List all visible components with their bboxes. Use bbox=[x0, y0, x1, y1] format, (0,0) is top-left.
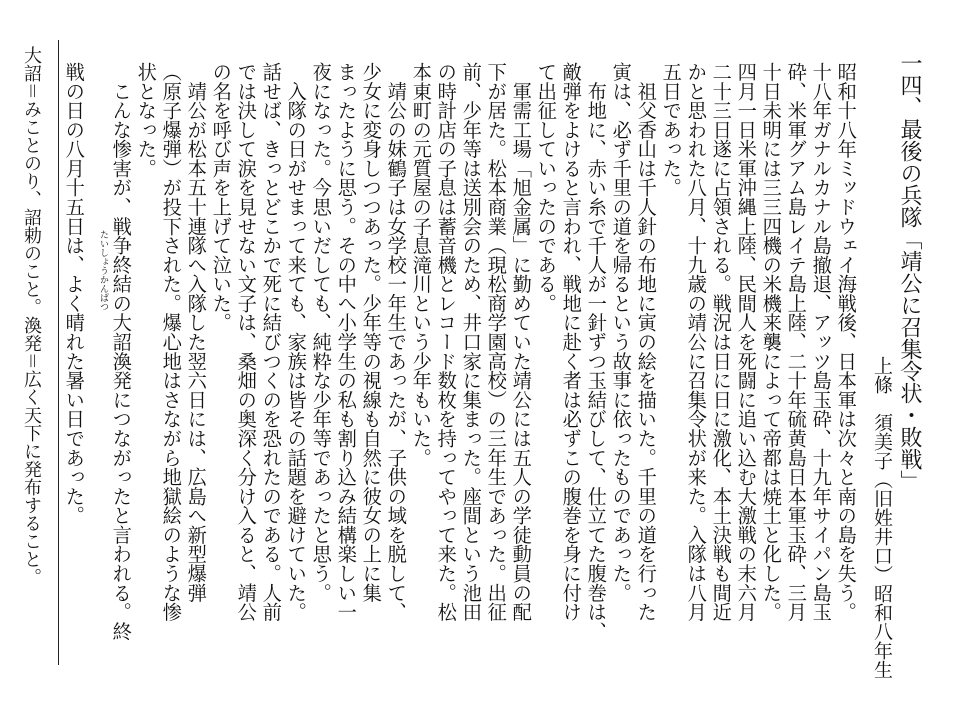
body-line: 布地に、赤い糸で千人が一針ずつ玉結びして、仕立てた腹巻は、 bbox=[584, 62, 608, 641]
document-title: 一四、最後の兵隊「靖公に召集令状・敗戦」 bbox=[897, 52, 922, 492]
author-line: 上條 須美子（旧姓井口）昭和八年生 bbox=[871, 356, 893, 679]
body-line: 砕、米軍グアム島レイテ島上陸、二十年硫黄島日本軍玉砕、三月 bbox=[784, 62, 808, 622]
body-line: て出征していったのである。 bbox=[534, 62, 558, 313]
body-line: 昭和十八年ミッドウェイ海戦後、日本軍は次々と南の島を失う。 bbox=[834, 62, 858, 622]
body-line: 戦の日の八月十五日は、よく晴れた暑い日であった。 bbox=[62, 62, 86, 525]
body-line: 前、少年等は送別会のため、井口家に集まった。座間という池田 bbox=[459, 62, 483, 622]
body-line: 寅は、必ず千里の道を帰るという故事に依ったものであった。 bbox=[609, 62, 633, 603]
body-line: 十八年ガナルカナル島撤退、アッツ島玉砕、十九年サイパン島玉 bbox=[809, 62, 833, 622]
body-line: こんな惨害が、戦争終結の大詔渙発につながったと言われる。終 bbox=[109, 62, 133, 641]
body-line: 下が居た。松本商業（現松商学園高校）の三年生であった。出征 bbox=[484, 62, 508, 622]
body-line: 靖公の妹鶴子は女学校一年生であったが、子供の域を脱して、 bbox=[384, 62, 408, 622]
body-line: （原子爆弾）が投下された。爆心地はさながら地獄絵のような惨 bbox=[159, 62, 183, 622]
body-line: 入隊の日がせまって来ても、家族は皆その話題を避けていた。 bbox=[284, 62, 308, 622]
body-line: 五日であった。 bbox=[659, 62, 683, 198]
ruby-annotation: たいしょうかんぱつ bbox=[98, 230, 108, 311]
body-line: 十日未明には三三四機の米機来襲によって帝都は焼土と化した。 bbox=[759, 62, 783, 622]
body-line: かと思われた八月、十九歳の靖公に召集令状が来た。入隊は八月 bbox=[684, 62, 708, 622]
body-line: 話せば、きっとどこかで死に結びつくのを恐れたのである。人前 bbox=[259, 62, 283, 622]
body-line: 少女に変身しつつあった。少年等の視線も自然に彼女の上に集 bbox=[359, 62, 383, 603]
body-line: 祖父香山は千人針の布地に寅の絵を描いた。千里の道を行った bbox=[634, 62, 658, 622]
divider-rule bbox=[58, 40, 59, 665]
body-line: 本東町の元質屋の子息滝川という少年もいた。 bbox=[409, 62, 433, 468]
body-line: 靖公が松本五十連隊へ入隊した翌六日には、広島へ新型爆弾 bbox=[184, 62, 208, 603]
body-line: の名を呼び声を上げて泣いた。 bbox=[209, 62, 233, 333]
body-line: の時計店の子息は蓄音機とレコード数枚を持ってやって来た。松 bbox=[434, 62, 458, 622]
body-line: 夜になった。今思いだしても、純粋な少年等であったと思う。 bbox=[309, 62, 333, 603]
body-line: 軍需工場「旭金属」に勤めていた靖公には五人の学徒動員の配 bbox=[509, 62, 533, 622]
body-line: 二十三日遂に占領される。戦況は日に日に激化、本土決戦も間近 bbox=[709, 62, 733, 622]
body-line: まったように思う。その中へ小学生の私も割り込み結構楽しい一 bbox=[334, 62, 358, 622]
body-line: 状となった。 bbox=[134, 62, 158, 178]
footnote: 大詔＝みことのり、詔勅のこと。渙発＝広く天下に発布すること。 bbox=[21, 46, 42, 586]
body-line: 四月一日米軍沖縄上陸、民間人を死闘に追い込む大激戦の末六月 bbox=[734, 62, 758, 622]
body-line: 敵弾をよけると言われ、戦地に赴く者は必ずこの腹巻を身に付け bbox=[559, 62, 583, 622]
body-line: では決して涙を見せない文子は、桑畑の奥深く分け入ると、靖公 bbox=[234, 62, 258, 622]
